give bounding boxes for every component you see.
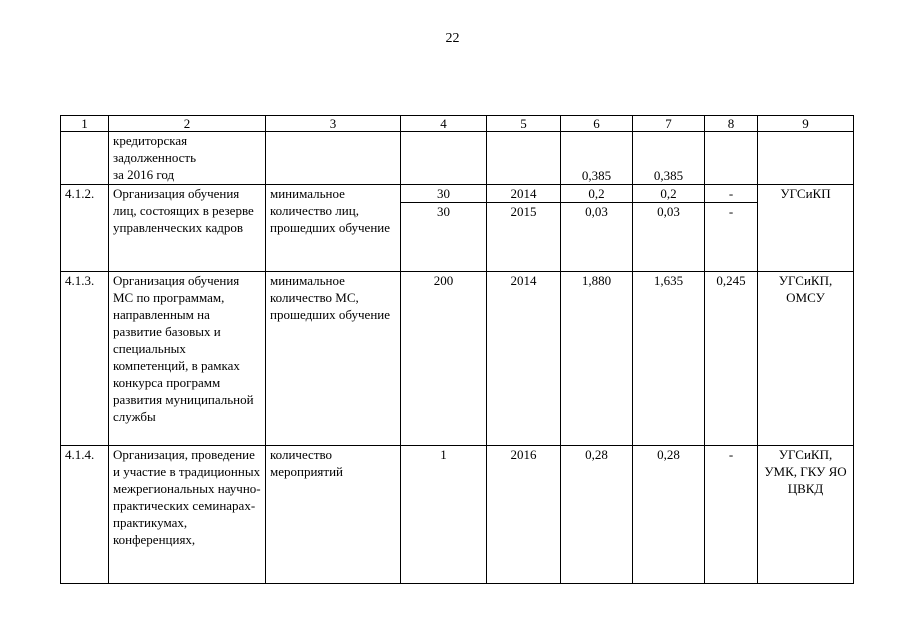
indicator	[266, 132, 401, 185]
column-header-2: 2	[109, 116, 266, 132]
row-number: 4.1.4.	[61, 446, 109, 584]
funding-regional	[633, 185, 705, 272]
column-header-6: 6	[561, 116, 633, 132]
table-row	[61, 132, 854, 185]
funding-other	[705, 185, 758, 272]
quantity-2015: 30	[401, 202, 486, 220]
year: 2014	[487, 272, 561, 446]
indicator: количество мероприятий	[266, 446, 401, 584]
quantity-2014: 30	[437, 186, 450, 201]
executor: УГСиКП	[758, 185, 854, 272]
quantity	[401, 132, 487, 185]
activity-name: Организация обучения МС по программам, направленным на развитие базовых и специальных компетенций, в рамках конкурса программ развития муниципальной службы	[109, 272, 266, 446]
column-header-8: 8	[705, 116, 758, 132]
quantity: 1	[401, 446, 487, 584]
funding-regional: 0,28	[633, 446, 705, 584]
row-number: 4.1.3.	[61, 272, 109, 446]
activity-name: кредиторская задолженность за 2016 год	[109, 132, 266, 185]
column-header-7: 7	[633, 116, 705, 132]
funding-regional: 1,635	[633, 272, 705, 446]
quantity	[401, 185, 487, 272]
page-number: 22	[445, 31, 460, 46]
funding-other: 0,245	[705, 272, 758, 446]
column-header-1: 1	[61, 116, 109, 132]
table-row	[61, 185, 854, 272]
funding-total-2015: 0,03	[561, 202, 632, 220]
column-header-3: 3	[266, 116, 401, 132]
column-number-row	[61, 116, 854, 132]
quantity: 200	[401, 272, 487, 446]
funding-other-2015: -	[705, 202, 757, 220]
funding-other	[705, 132, 758, 185]
year-2014: 2014	[510, 186, 537, 201]
indicator: минимальное количество МС, прошедших обучение	[266, 272, 401, 446]
row-number	[61, 132, 109, 185]
funding-other-2014: -	[728, 186, 734, 201]
year	[487, 132, 561, 185]
activity-name: Организация, проведение и участие в традиционных межрегиональных научно-практических семинарах-практикумах, конференциях,	[109, 446, 266, 584]
column-header-4: 4	[401, 116, 487, 132]
executor: УГСиКП, УМК, ГКУ ЯО ЦВКД	[758, 446, 854, 584]
year: 2016	[487, 446, 561, 584]
activity-name: Организация обучения лиц, состоящих в резерве управленческих кадров	[109, 185, 266, 272]
funding-total: 1,880	[561, 272, 633, 446]
table-row	[61, 446, 854, 584]
program-activities-table	[60, 115, 854, 584]
year-2015: 2015	[487, 202, 560, 220]
executor	[758, 132, 854, 185]
column-header-9: 9	[758, 116, 854, 132]
executor: УГСиКП, ОМСУ	[758, 272, 854, 446]
year	[487, 185, 561, 272]
funding-total	[561, 185, 633, 272]
funding-regional: 0,385	[633, 132, 705, 185]
funding-total: 0,28	[561, 446, 633, 584]
table-row	[61, 272, 854, 446]
row-number: 4.1.2.	[61, 185, 109, 272]
funding-total: 0,385	[561, 132, 633, 185]
column-header-5: 5	[487, 116, 561, 132]
funding-regional-2015: 0,03	[633, 202, 704, 220]
funding-regional-2014: 0,2	[660, 186, 677, 201]
funding-total-2014: 0,2	[588, 186, 605, 201]
funding-other: -	[705, 446, 758, 584]
indicator: минимальное количество лиц, прошедших обучение	[266, 185, 401, 272]
